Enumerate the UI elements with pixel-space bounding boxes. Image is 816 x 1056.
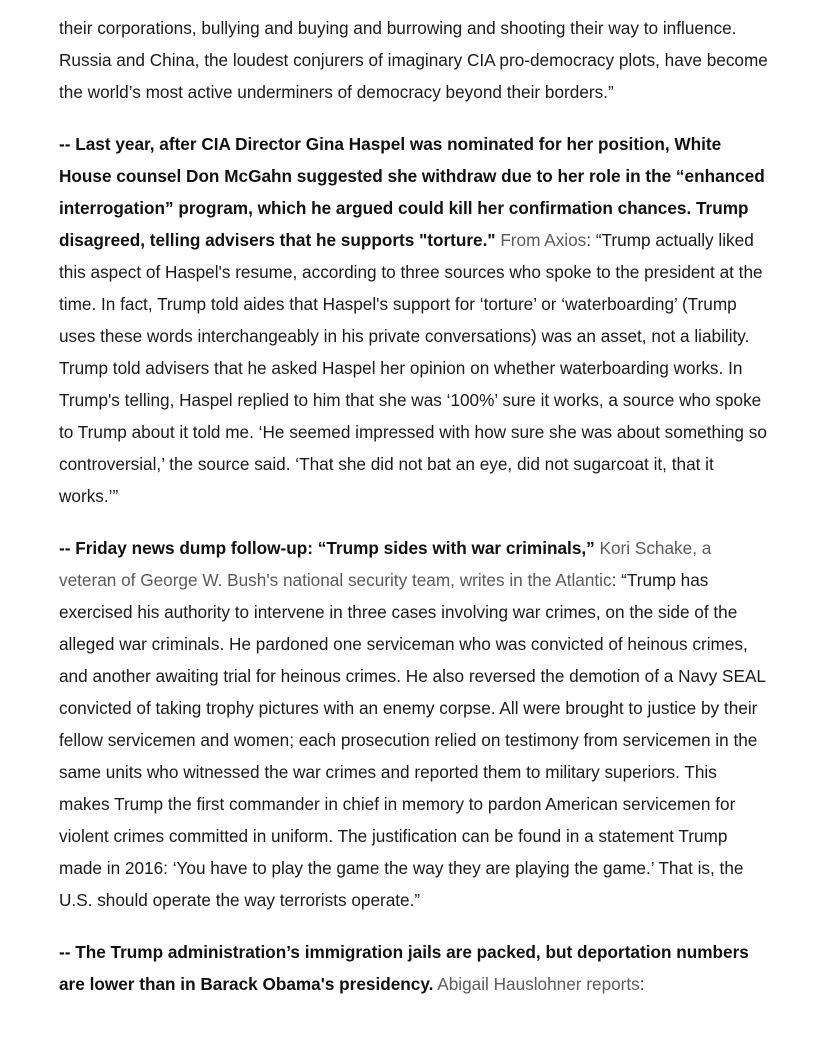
source-link-axios[interactable]: From Axios: [500, 230, 587, 250]
paragraph-lead: -- Friday news dump follow-up: “Trump sides with war criminals,”: [59, 538, 595, 558]
paragraph-text: their corporations, bullying and buying and burrowing and shooting their way to influence. Russia and China, the loudest conjurers of imaginary CIA pro-democracy plots, have become the world’s most active underminers of democracy beyond their borders.”: [59, 18, 768, 102]
paragraph-russia-china: [59, 12, 771, 108]
paragraph-war-criminals: [59, 532, 771, 916]
paragraph-quote: : “Trump actually liked this aspect of Haspel's resume, according to three sources who spoke to the president at the time. In fact, Trump told aides that Haspel's support for ‘torture’ or ‘waterboarding’ (Trump uses these words interchangeably in his private conversations) was an asset, not a liability. Trump told advisers that he asked Haspel her opinion on whether waterboarding works. In Trump's telling, Haspel replied to him that she was ‘100%’ sure it works, a source who spoke to Trump about it told me. ‘He seemed impressed with how sure she was about something so controversial,’ the source said. ‘That she did not bat an eye, did not sugarcoat it, that it works.’”: [59, 230, 767, 506]
paragraph-lead: -- Last year, after CIA Director Gina Haspel was nominated for her position, White House counsel Don McGahn suggested she withdraw due to her role in the “enhanced interrogation” program, which he argued could kill her confirmation chances. Trump disagreed, telling advisers that he supports "torture.": [59, 134, 765, 250]
paragraph-quote: : “Trump has exercised his authority to intervene in three cases involving war crimes, on the side of the alleged war criminals. He pardoned one serviceman who was convicted of heinous crimes, and another awaiting trial for heinous crimes. He also reversed the demotion of a Navy SEAL convicted of taking trophy pictures with an enemy corpse. All were brought to justice by their fellow servicemen and women; each prosecution relied on testimony from servicemen in the same units who witnessed the war crimes and reported them to military superiors. This makes Trump the first commander in chief in memory to pardon American servicemen for violent crimes committed in uniform. The justification can be found in a statement Trump made in 2016: ‘You have to play the game the way they are playing the game.’ That is, the U.S. should operate the way terrorists operate.”: [59, 570, 766, 910]
source-link-atlantic[interactable]: Kori Schake, a veteran of George W. Bush's national security team, writes in the Atlantic: [59, 538, 712, 590]
paragraph-haspel-torture: [59, 128, 771, 512]
source-link-hauslohner[interactable]: Abigail Hauslohner reports: [437, 974, 640, 994]
paragraph-lead: -- The Trump administration’s immigration jails are packed, but deportation numbers are lower than in Barack Obama's presidency.: [59, 942, 749, 994]
paragraph-immigration-jails: [59, 936, 771, 1000]
paragraph-quote: :: [639, 974, 645, 994]
article-body: [59, 12, 771, 1000]
